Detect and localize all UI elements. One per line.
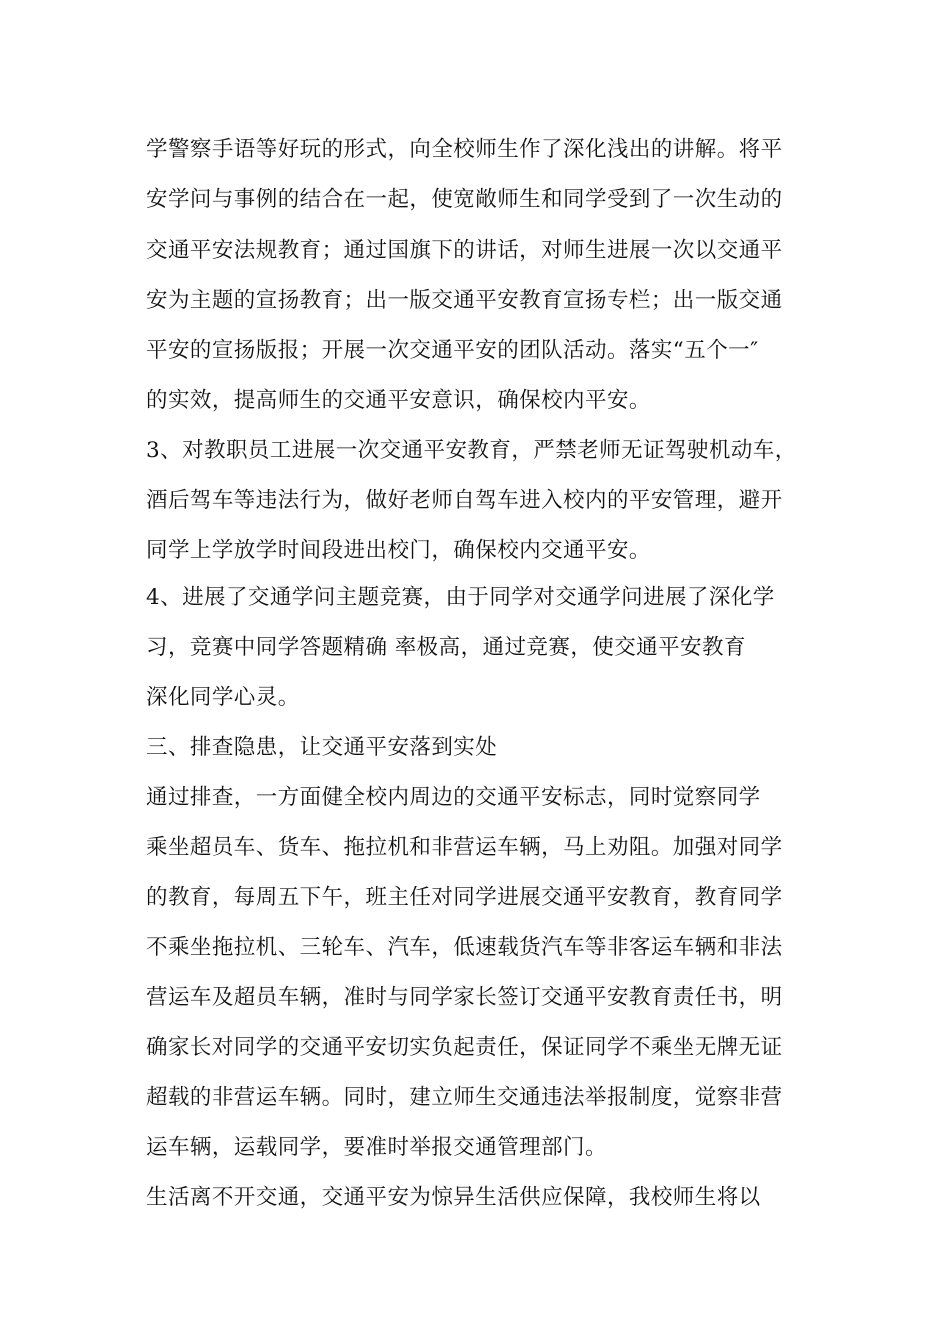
text-line: 安学问与事例的结合在一起，使宽敞师生和同学受到了一次生动的 (146, 187, 783, 212)
text-line: 酒后驾车等违法行为，做好老师自驾车进入校内的平安管理，避开 (146, 488, 783, 513)
text-line: 平安的宣扬版报；开展一次交通平安的团队活动。落实“五个一″ (146, 338, 759, 363)
text-line: 运车辆，运载同学，要准时举报交通管理部门。 (146, 1135, 607, 1160)
text-line: 的实效，提高师生的交通平安意识，确保校内平安。 (146, 388, 651, 413)
text-line: 深化同学心灵。 (146, 685, 300, 710)
text-line: 安为主题的宣扬教育；出一版交通平安教育宣扬专栏；出一版交通 (146, 288, 783, 313)
text-line: 4、进展了交通学问主题竞赛，由于同学对交通学问进展了深化学 (146, 585, 775, 610)
text-line: 通过排查，一方面健全校内周边的交通平安标志，同时觉察同学 (146, 785, 761, 810)
text-line: 确家长对同学的交通平安切实负起责任，保证同学不乘坐无牌无证 (146, 1035, 783, 1060)
text-line: 生活离不开交通，交通平安为惊异生活供应保障，我校师生将以 (146, 1185, 761, 1210)
text-line: 超载的非营运车辆。同时，建立师生交通违法举报制度，觉察非营 (146, 1085, 783, 1110)
section-heading: 三、排查隐患，让交通平安落到实处 (146, 735, 498, 760)
text-line: 乘坐超员车、货车、拖拉机和非营运车辆，马上劝阻。加强对同学 (146, 835, 783, 860)
text-line: 同学上学放学时间段进出校门，确保校内交通平安。 (146, 538, 651, 563)
text-line: 3、对教职员工进展一次交通平安教育，严禁老师无证驾驶机动车， (146, 438, 797, 463)
text-line: 交通平安法规教育；通过国旗下的讲话，对师生进展一次以交通平 (146, 238, 783, 263)
text-line: 学警察手语等好玩的形式，向全校师生作了深化浅出的讲解。将平 (146, 137, 783, 162)
text-line: 营运车及超员车辆，准时与同学家长签订交通平安教育责任书，明 (146, 985, 783, 1010)
text-line: 习，竞赛中同学答题精确 率极高，通过竞赛，使交通平安教育 (146, 635, 746, 660)
text-line: 不乘坐拖拉机、三轮车、汽车，低速载货汽车等非客运车辆和非法 (146, 935, 783, 960)
text-line: 的教育，每周五下午，班主任对同学进展交通平安教育，教育同学 (146, 885, 783, 910)
